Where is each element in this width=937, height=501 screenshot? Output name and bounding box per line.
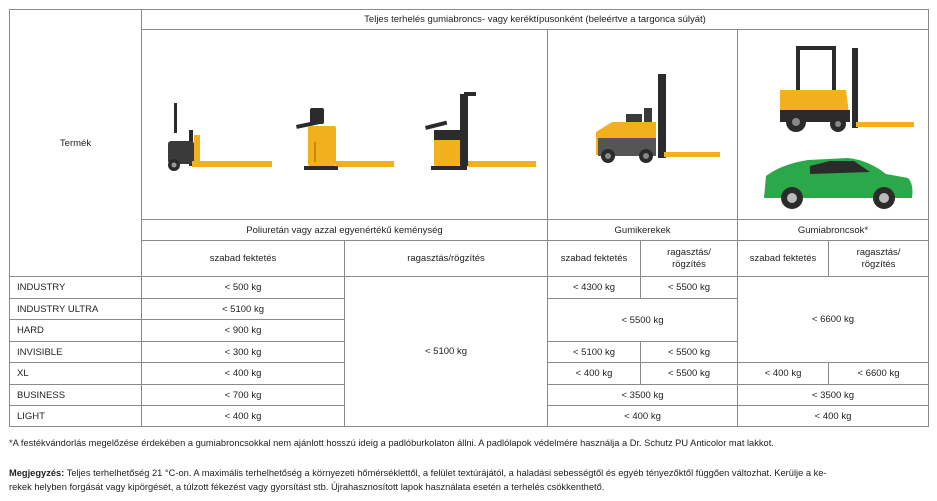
sub-free: szabad fektetés [142,241,345,277]
gumi-xl-free: < 400 kg [548,363,641,385]
row-name: HARD [10,320,142,342]
termek-header: Termék [10,10,142,277]
note-label: Megjegyzés: [9,468,65,478]
row-free: < 300 kg [142,342,345,363]
sub-glued2-line2: rögzítés [672,258,706,270]
footnote: *A festékvándorlás megelőzése érdekében a gumiabroncsokkal nem ajánlott hosszú ideig a padlóburkolaton állni. A padlólapok védelmére használja a Dr. Schutz PU Anticolor mat lakkot. [9,438,774,448]
note [9,466,929,494]
row-name: INVISIBLE [10,342,142,363]
note-line1: Teljes terhelhetőség 21 °C-on. A maximális terhelhetőség a környezeti hőmérséklettől, a felület textúrájától, a haladási sebességtől és egyéb tényezőktől függően változhat. Kerülje a ke- [64,468,827,478]
gumi-ultra-hard: < 5500 kg [548,299,738,342]
gumi-xl-glued: < 5500 kg [641,363,738,385]
gumi-image-cell [548,30,738,220]
note-line2: rekek helyben forgását vagy kipörgését, a túlzott fékezést vagy gyorsítást stb. Újrahasznosított lapok használata esetén a terhelés csökkenthető. [9,482,605,492]
abr-xl-free: < 400 kg [738,363,829,385]
abr-light: < 400 kg [738,406,929,427]
group-gumi: Gumikerekek [548,220,738,241]
group-abroncs: Gumiabroncsok* [738,220,929,241]
sub-glued3-line1: ragasztás/ [856,246,901,258]
load-table [9,9,929,427]
sub-glued2-line1: ragasztás/ [667,246,711,258]
row-name: LIGHT [10,406,142,427]
gumi-vehicle-illustration [548,30,737,219]
poly-vehicles-illustration [142,30,547,219]
pallet-jack-icon [168,103,272,171]
poly-glued-all: < 5100 kg [345,277,548,427]
abr-top: < 6600 kg [738,277,929,363]
sub-glued3-line2: rögzítés [861,258,896,270]
gumi-industry-free: < 4300 kg [548,277,641,299]
abr-business: < 3500 kg [738,385,929,406]
row-free: < 400 kg [142,406,345,427]
abroncs-image-cell [738,30,929,220]
row-free: < 900 kg [142,320,345,342]
tow-tractor-icon [596,74,720,163]
pallet-truck-icon [296,108,394,170]
row-name: XL [10,363,142,385]
forklift-icon [780,46,914,132]
abr-xl-glued: < 6600 kg [829,363,929,385]
gumi-invisible-glued: < 5500 kg [641,342,738,363]
row-free: < 400 kg [142,363,345,385]
row-name: BUSINESS [10,385,142,406]
sub-free3: szabad fektetés [738,241,829,277]
gumi-business: < 3500 kg [548,385,738,406]
row-name: INDUSTRY [10,277,142,299]
sub-free2: szabad fektetés [548,241,641,277]
sub-glued2 [641,241,738,277]
table-row [10,277,929,299]
gumi-light: < 400 kg [548,406,738,427]
row-free: < 700 kg [142,385,345,406]
stacker-icon [425,92,536,170]
sub-glued3 [829,241,929,277]
abroncs-vehicles-illustration [738,30,929,219]
gumi-invisible-free: < 5100 kg [548,342,641,363]
sub-glued: ragasztás/rögzítés [345,241,548,277]
row-name: INDUSTRY ULTRA [10,299,142,320]
top-header: Teljes terhelés gumiabroncs- vagy keréktípusonként (beleértve a targonca súlyát) [142,10,929,30]
row-free: < 500 kg [142,277,345,299]
poly-image-cell [142,30,548,220]
row-free: < 5100 kg [142,299,345,320]
gumi-industry-glued: < 5500 kg [641,277,738,299]
car-icon [764,158,913,209]
group-poly: Poliuretán vagy azzal egyenértékű keménység [142,220,548,241]
